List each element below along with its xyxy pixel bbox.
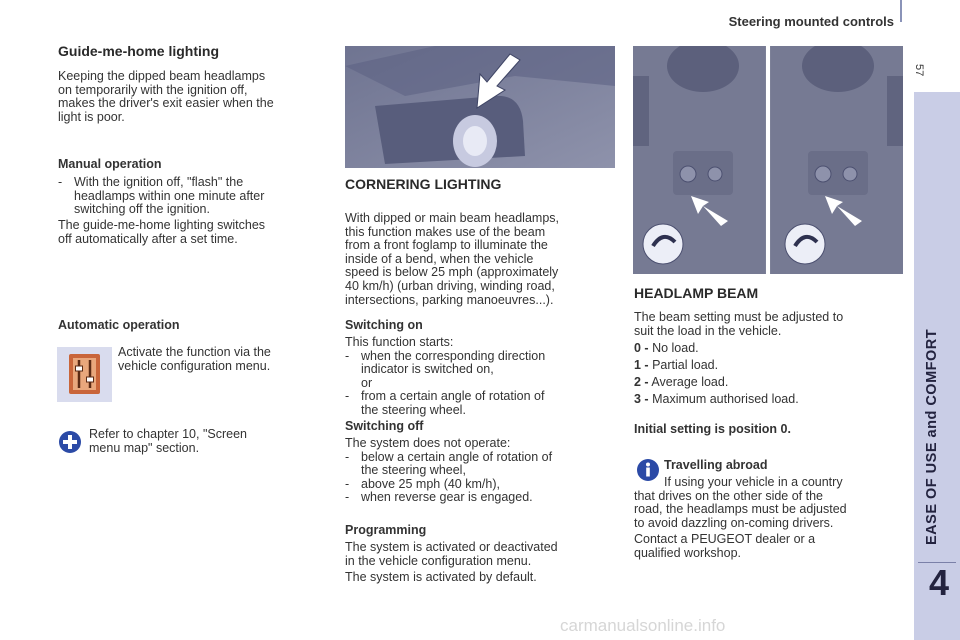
switching-off-title: Switching off — [345, 419, 424, 433]
switching-on-list: This function starts: - when the corresponding direction indicator is switched on, or - from a certain angle of rotation of the steering wheel. — [345, 335, 546, 417]
manual-operation-item: - With the ignition off, "flash" the headlamps within one minute after switching off the ignition. — [58, 175, 265, 217]
automatic-operation-text: Activate the function via the vehicle configuration menu. — [118, 345, 271, 373]
travelling-abroad-text: If using your vehicle in a country that drives on the other side of the road, the headlamps must be adjusted to avoid dazzling on-coming drivers. — [634, 475, 847, 530]
beam-option: 3 - Maximum authorised load. — [634, 392, 799, 406]
programming-text: The system is activated or deactivated in the vehicle configuration menu. — [345, 540, 558, 568]
cornering-lighting-intro: With dipped or main beam headlamps, this function makes use of the beam from a front foglamp to illuminate the inside of a bend, when the vehicle speed is below 25 mph (approximately 40 km/h) (urban driving, winding road, intersections, parking manoeuvres...). — [345, 211, 560, 307]
initial-setting-note: Initial setting is position 0. — [634, 422, 791, 436]
foglamp-photo — [345, 46, 615, 168]
switching-on-title: Switching on — [345, 318, 423, 332]
manual-operation-note: The guide-me-home lighting switches off automatically after a set time. — [58, 218, 266, 246]
switching-off-list: The system does not operate: - below a certain angle of rotation of the steering wheel, - above 25 mph (40 km/h), - when reverse gear is engaged. — [345, 436, 553, 505]
beam-option: 1 - Partial load. — [634, 358, 719, 372]
config-menu-icon — [57, 347, 112, 402]
travelling-abroad-title: Travelling abroad — [664, 458, 768, 472]
contact-dealer-text: Contact a PEUGEOT dealer or a qualified workshop. — [634, 532, 816, 560]
chapter-number: 4 — [928, 562, 950, 603]
section-title: EASE OF USE and COMFORT — [924, 328, 940, 545]
headlamp-beam-title: HEADLAMP BEAM — [634, 285, 759, 301]
guide-me-home-title: Guide-me-home lighting — [58, 43, 219, 59]
cornering-lighting-title: CORNERING LIGHTING — [345, 176, 502, 192]
beam-option: 0 - No load. — [634, 341, 699, 355]
beam-option: 2 - Average load. — [634, 375, 729, 389]
header-divider — [900, 0, 902, 22]
beam-options-list — [634, 341, 904, 406]
page-number: 57 — [913, 64, 925, 77]
plus-info-icon — [58, 430, 82, 459]
refer-chapter-text: Refer to chapter 10, "Screen menu map" section. — [89, 427, 247, 455]
programming-default: The system is activated by default. — [345, 570, 537, 584]
page-header-title: Steering mounted controls — [728, 14, 894, 29]
headlamp-beam-intro: The beam setting must be adjusted to suit the load in the vehicle. — [634, 310, 844, 338]
watermark: carmanualsonline.info — [560, 616, 726, 635]
dashboard-photos — [633, 46, 903, 274]
programming-title: Programming — [345, 523, 427, 537]
manual-operation-title: Manual operation — [58, 157, 162, 171]
guide-me-home-intro: Keeping the dipped beam headlamps on temporarily with the ignition off, makes the driver's exit easier when the light is poor. — [58, 69, 274, 124]
automatic-operation-title: Automatic operation — [58, 318, 180, 332]
